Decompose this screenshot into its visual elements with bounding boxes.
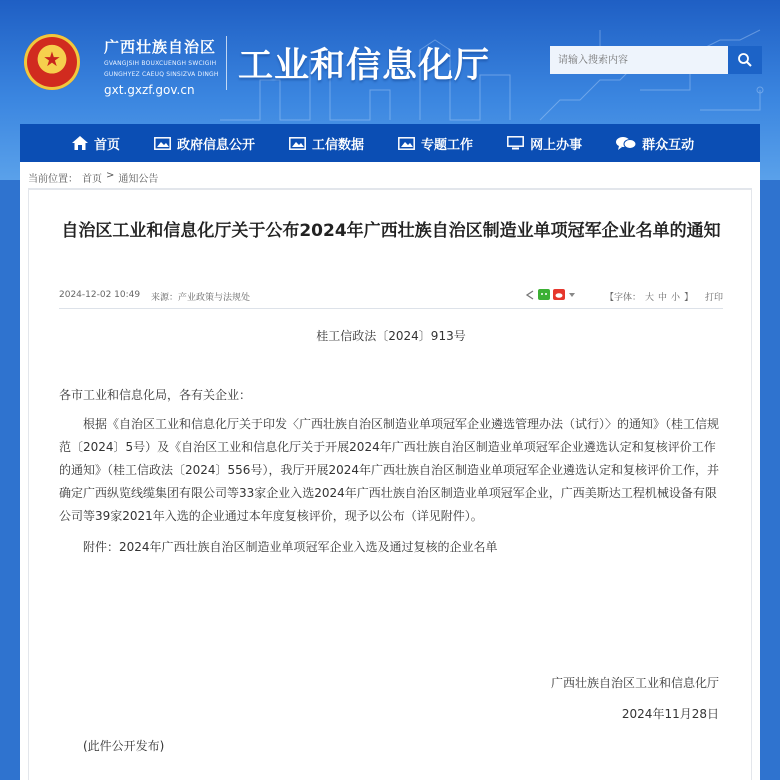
signing-organization: 广西壮族自治区工业和信息化厅	[550, 676, 719, 690]
breadcrumb-prefix: 当前位置：	[28, 174, 78, 185]
region-logo[interactable]	[104, 36, 219, 97]
more-share-icon[interactable]	[568, 291, 576, 299]
attachment-link[interactable]: 附件：2024年广西壮族自治区制造业单项冠军企业入选及通过复核的企业名单	[83, 540, 498, 554]
search-bar	[550, 46, 762, 74]
nav-item-home[interactable]	[72, 134, 120, 153]
region-roman-line-1: GVANGJSIH BOUXCUENGH SWCIGIH	[104, 60, 217, 67]
nav-item-label: 网上办事	[530, 137, 583, 153]
nav-item-label: 首页	[94, 137, 121, 153]
font-small-button[interactable]: 小	[671, 293, 681, 303]
nav-item-label: 工信数据	[312, 137, 365, 153]
picture-icon	[398, 137, 415, 150]
breadcrumb	[28, 170, 158, 185]
nav-item-label: 专题工作	[421, 137, 474, 153]
print-button[interactable]: 打印	[704, 293, 723, 303]
article-source: 来源：产业政策与法规处	[151, 293, 251, 303]
font-large-button[interactable]: 大	[645, 293, 655, 303]
article-body	[59, 384, 723, 559]
signing-date: 2024年11月28日	[621, 707, 719, 721]
salutation: 各市工业和信息化局，各有关企业：	[59, 388, 252, 402]
chat-icon	[616, 136, 636, 150]
picture-icon	[154, 137, 171, 150]
monitor-icon	[507, 136, 524, 150]
font-size-switcher	[605, 290, 693, 303]
header-divider	[226, 36, 227, 90]
share-icon[interactable]	[525, 290, 535, 300]
meta-divider	[59, 308, 723, 309]
wechat-icon[interactable]	[538, 289, 550, 300]
main-nav	[20, 124, 760, 162]
search-icon	[737, 52, 753, 68]
article-panel	[28, 189, 752, 780]
search-button[interactable]	[728, 46, 762, 74]
document-number: 桂工信政法〔2024〕913号	[316, 329, 466, 343]
content-card	[20, 162, 760, 780]
nav-item-gov-info[interactable]	[154, 134, 255, 153]
home-icon	[72, 136, 88, 150]
breadcrumb-home-link[interactable]: 首页	[82, 174, 102, 185]
article-meta	[59, 290, 723, 304]
weibo-icon[interactable]	[553, 289, 565, 300]
font-label: 【字体：	[605, 293, 642, 303]
nav-item-topics[interactable]	[398, 134, 473, 153]
picture-icon	[289, 137, 306, 150]
department-title: 工业和信息化厅	[238, 46, 491, 86]
font-medium-button[interactable]: 中	[658, 293, 668, 303]
nav-item-interaction[interactable]	[616, 134, 694, 153]
national-emblem-icon[interactable]	[24, 34, 80, 90]
nav-item-data[interactable]	[289, 134, 364, 153]
body-paragraph: 根据《自治区工业和信息化厅关于印发〈广西壮族自治区制造业单项冠军企业遴选管理办法（试行）〉的通知》（桂工信规范〔2024〕5号）及《自治区工业和信息化厅关于开展2024年广西壮族自治区制造业单项冠军企业遴选认定和复核评价工作的通知》（桂工信政法〔2024〕556号），我厅开展2024年广西壮族自治区制造业单项冠军企业遴选认定和复核评价工作，并确定广西纵览线缆集团有限公司等33家企业入选2024年广西壮族自治区制造业单项冠军企业，广西美斯达工程机械设备有限公司等39家2021年入选的企业通过本年度复核评价，现予以公布（详见附件）。	[59, 417, 720, 523]
star-icon: ★	[43, 46, 61, 71]
share-bar	[525, 289, 576, 300]
breadcrumb-separator: >	[106, 170, 115, 181]
region-name: 广西壮族自治区	[104, 38, 217, 56]
nav-item-label: 群众互动	[642, 137, 695, 153]
article-title: 自治区工业和信息化厅关于公布2024年广西壮族自治区制造业单项冠军企业名单的通知	[61, 221, 721, 241]
site-domain: gxt.gxzf.gov.cn	[104, 83, 195, 97]
publish-date: 2024-12-02 10:49	[59, 290, 141, 300]
publication-note: (此件公开发布)	[83, 739, 165, 753]
region-roman-line-2: GUNGHYEZ CAEUQ SINSIZVA DINGH	[104, 71, 219, 78]
nav-item-label: 政府信息公开	[177, 137, 256, 153]
nav-item-online-service[interactable]	[507, 134, 582, 153]
breadcrumb-current-link[interactable]: 通知公告	[118, 174, 159, 185]
font-label-close: 】	[684, 293, 694, 303]
search-input[interactable]	[550, 46, 728, 74]
